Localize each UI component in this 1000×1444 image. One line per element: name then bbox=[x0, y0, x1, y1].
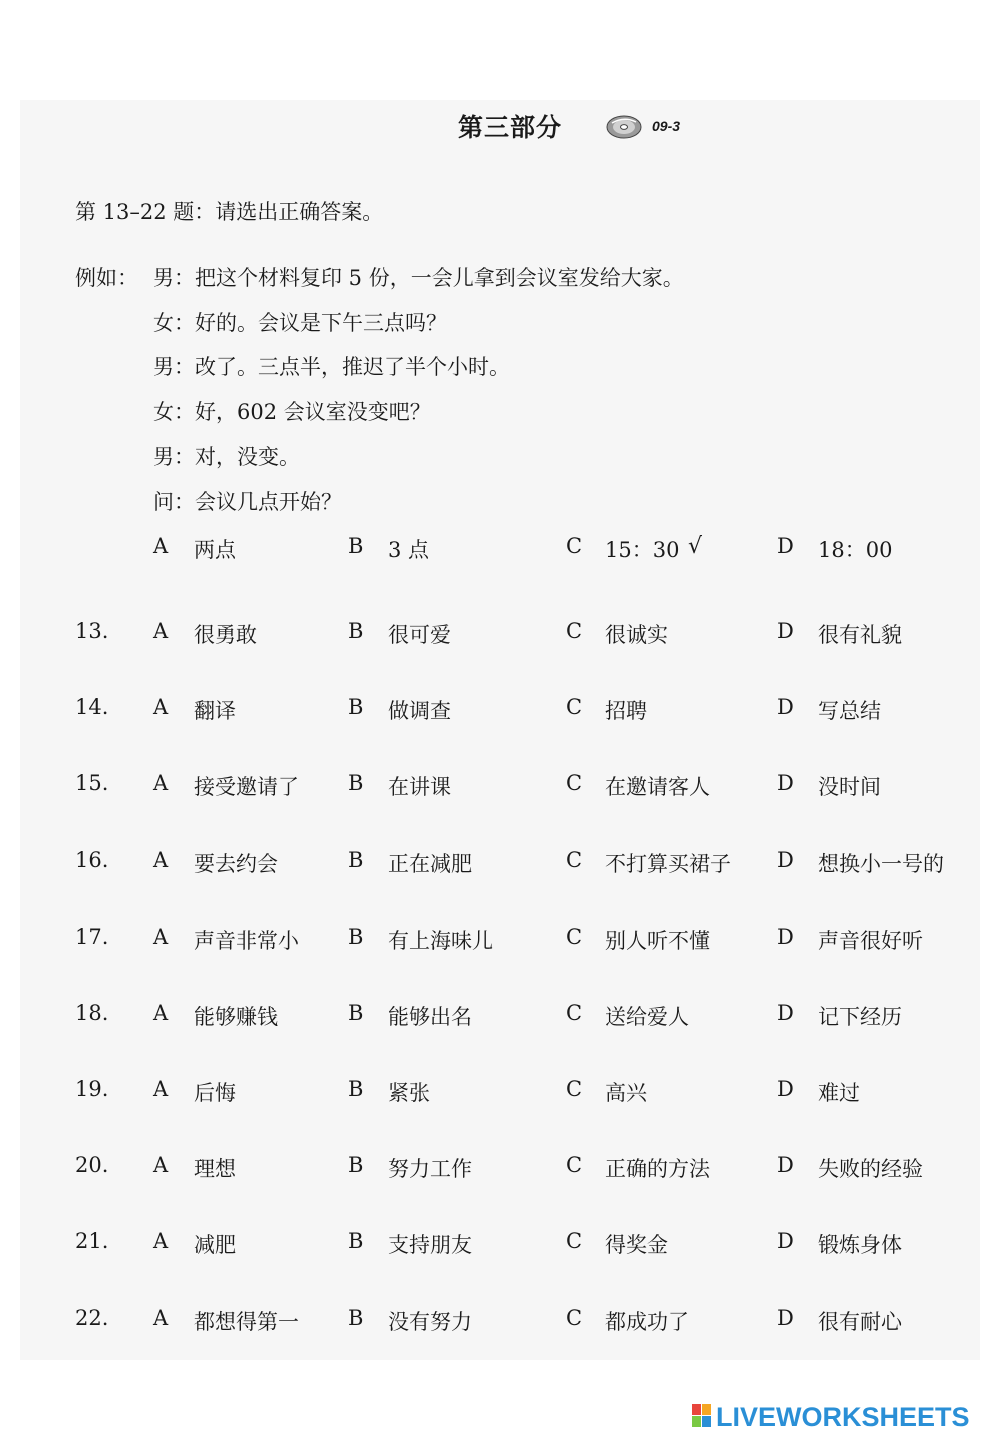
answer-option-b[interactable]: 很可爱 bbox=[388, 623, 451, 647]
check-mark-icon: √ bbox=[688, 534, 703, 559]
answer-option-c[interactable]: 都成功了 bbox=[605, 1310, 689, 1334]
question-row bbox=[0, 771, 1000, 811]
example-option-b: 3 点 bbox=[388, 538, 430, 562]
option-letter-b: B bbox=[348, 695, 364, 719]
answer-option-d[interactable]: 想换小一号的 bbox=[818, 852, 944, 876]
question-row bbox=[0, 1306, 1000, 1346]
option-letter-a: A bbox=[153, 925, 169, 949]
option-letter-a: A bbox=[153, 1229, 169, 1253]
answer-option-b[interactable]: 做调查 bbox=[388, 699, 451, 723]
option-letter-a: A bbox=[153, 534, 169, 558]
answer-option-a[interactable]: 翻译 bbox=[194, 699, 236, 723]
question-row bbox=[0, 695, 1000, 735]
option-letter-b: B bbox=[348, 1153, 364, 1177]
question-row bbox=[0, 619, 1000, 659]
answer-option-c[interactable]: 很诚实 bbox=[605, 623, 668, 647]
question-number: 16. bbox=[75, 848, 109, 872]
answer-option-b[interactable]: 努力工作 bbox=[388, 1157, 472, 1181]
option-letter-d: D bbox=[777, 1153, 794, 1177]
answer-option-d[interactable]: 记下经历 bbox=[818, 1005, 902, 1029]
option-letter-b: B bbox=[348, 925, 364, 949]
option-letter-d: D bbox=[777, 1229, 794, 1253]
section-title: 第三部分 bbox=[458, 113, 563, 142]
answer-option-a[interactable]: 接受邀请了 bbox=[194, 775, 299, 799]
question-row bbox=[0, 1001, 1000, 1041]
answer-option-c[interactable]: 招聘 bbox=[605, 699, 647, 723]
option-letter-b: B bbox=[348, 1001, 364, 1025]
answer-option-a[interactable]: 都想得第一 bbox=[194, 1310, 299, 1334]
option-letter-b: B bbox=[348, 1077, 364, 1101]
option-letter-a: A bbox=[153, 1001, 169, 1025]
answer-option-d[interactable]: 失败的经验 bbox=[818, 1157, 923, 1181]
question-number: 21. bbox=[75, 1229, 109, 1253]
option-letter-b: B bbox=[348, 534, 364, 558]
liveworksheets-brand: LIVEWORKSHEETS bbox=[716, 1402, 970, 1432]
example-dialogue-line: 女：好，602 会议室没变吧？ bbox=[153, 400, 431, 424]
example-dialogue-line: 男：对，没变。 bbox=[153, 445, 300, 469]
option-letter-d: D bbox=[777, 1001, 794, 1025]
answer-option-b[interactable]: 在讲课 bbox=[388, 775, 451, 799]
question-number: 14. bbox=[75, 695, 109, 719]
answer-option-d[interactable]: 难过 bbox=[818, 1081, 860, 1105]
question-number: 19. bbox=[75, 1077, 109, 1101]
option-letter-c: C bbox=[566, 695, 583, 719]
answer-option-b[interactable]: 支持朋友 bbox=[388, 1233, 472, 1257]
option-letter-a: A bbox=[153, 619, 169, 643]
answer-option-a[interactable]: 能够赚钱 bbox=[194, 1005, 278, 1029]
answer-option-b[interactable]: 能够出名 bbox=[388, 1005, 472, 1029]
answer-option-d[interactable]: 写总结 bbox=[818, 699, 881, 723]
example-option-c: 15：30 bbox=[605, 538, 680, 562]
option-letter-d: D bbox=[777, 771, 794, 795]
answer-option-c[interactable]: 得奖金 bbox=[605, 1233, 668, 1257]
answer-option-d[interactable]: 很有耐心 bbox=[818, 1310, 902, 1334]
answer-option-c[interactable]: 别人听不懂 bbox=[605, 929, 710, 953]
option-letter-c: C bbox=[566, 619, 583, 643]
question-number: 15. bbox=[75, 771, 109, 795]
question-row bbox=[0, 1077, 1000, 1117]
question-row bbox=[0, 1229, 1000, 1269]
option-letter-b: B bbox=[348, 1229, 364, 1253]
option-letter-a: A bbox=[153, 848, 169, 872]
answer-option-a[interactable]: 声音非常小 bbox=[194, 929, 299, 953]
option-letter-c: C bbox=[566, 1306, 583, 1330]
answer-option-a[interactable]: 减肥 bbox=[194, 1233, 236, 1257]
question-number: 20. bbox=[75, 1153, 109, 1177]
answer-option-a[interactable]: 后悔 bbox=[194, 1081, 236, 1105]
instruction-text: 第 13–22 题：请选出正确答案。 bbox=[75, 200, 384, 224]
option-letter-c: C bbox=[566, 1153, 583, 1177]
option-letter-b: B bbox=[348, 1306, 364, 1330]
option-letter-a: A bbox=[153, 1153, 169, 1177]
option-letter-c: C bbox=[566, 534, 583, 558]
answer-option-d[interactable]: 声音很好听 bbox=[818, 929, 923, 953]
question-row bbox=[0, 848, 1000, 888]
question-row bbox=[0, 925, 1000, 965]
answer-option-a[interactable]: 要去约会 bbox=[194, 852, 278, 876]
option-letter-d: D bbox=[777, 925, 794, 949]
example-question: 问：会议几点开始？ bbox=[153, 490, 342, 514]
answer-option-c[interactable]: 高兴 bbox=[605, 1081, 647, 1105]
answer-option-b[interactable]: 没有努力 bbox=[388, 1310, 472, 1334]
example-label: 例如： bbox=[75, 266, 138, 290]
answer-option-d[interactable]: 很有礼貌 bbox=[818, 623, 902, 647]
option-letter-d: D bbox=[777, 1077, 794, 1101]
question-number: 13. bbox=[75, 619, 109, 643]
option-letter-a: A bbox=[153, 1306, 169, 1330]
answer-option-c[interactable]: 不打算买裙子 bbox=[605, 852, 731, 876]
question-number: 17. bbox=[75, 925, 109, 949]
option-letter-a: A bbox=[153, 1077, 169, 1101]
option-letter-c: C bbox=[566, 1229, 583, 1253]
option-letter-c: C bbox=[566, 1077, 583, 1101]
example-dialogue-line: 女：好的。会议是下午三点吗？ bbox=[153, 311, 447, 335]
answer-option-b[interactable]: 有上海味儿 bbox=[388, 929, 493, 953]
answer-option-c[interactable]: 正确的方法 bbox=[605, 1157, 710, 1181]
question-number: 18. bbox=[75, 1001, 109, 1025]
answer-option-d[interactable]: 锻炼身体 bbox=[818, 1233, 902, 1257]
option-letter-c: C bbox=[566, 848, 583, 872]
option-letter-b: B bbox=[348, 848, 364, 872]
answer-option-b[interactable]: 正在减肥 bbox=[388, 852, 472, 876]
option-letter-d: D bbox=[777, 848, 794, 872]
answer-option-a[interactable]: 理想 bbox=[194, 1157, 236, 1181]
option-letter-d: D bbox=[777, 695, 794, 719]
answer-option-c[interactable]: 送给爱人 bbox=[605, 1005, 689, 1029]
option-letter-c: C bbox=[566, 1001, 583, 1025]
example-options-row bbox=[0, 534, 1000, 574]
cd-disc-icon bbox=[606, 114, 646, 140]
example-dialogue-line: 男：改了。三点半，推迟了半个小时。 bbox=[153, 355, 510, 379]
answer-option-b[interactable]: 紧张 bbox=[388, 1081, 430, 1105]
option-letter-a: A bbox=[153, 771, 169, 795]
option-letter-d: D bbox=[777, 619, 794, 643]
example-option-a: 两点 bbox=[194, 538, 236, 562]
answer-option-a[interactable]: 很勇敢 bbox=[194, 623, 257, 647]
option-letter-b: B bbox=[348, 771, 364, 795]
option-letter-d: D bbox=[777, 534, 794, 558]
question-number: 22. bbox=[75, 1306, 109, 1330]
option-letter-d: D bbox=[777, 1306, 794, 1330]
example-dialogue-line: 男：把这个材料复印 5 份，一会儿拿到会议室发给大家。 bbox=[153, 266, 684, 290]
example-option-d: 18：00 bbox=[818, 538, 893, 562]
answer-option-d[interactable]: 没时间 bbox=[818, 775, 881, 799]
option-letter-c: C bbox=[566, 925, 583, 949]
option-letter-a: A bbox=[153, 695, 169, 719]
answer-option-c[interactable]: 在邀请客人 bbox=[605, 775, 710, 799]
option-letter-b: B bbox=[348, 619, 364, 643]
option-letter-c: C bbox=[566, 771, 583, 795]
liveworksheets-logo-icon bbox=[692, 1404, 712, 1428]
track-number: 09-3 bbox=[652, 118, 681, 134]
question-row bbox=[0, 1153, 1000, 1193]
